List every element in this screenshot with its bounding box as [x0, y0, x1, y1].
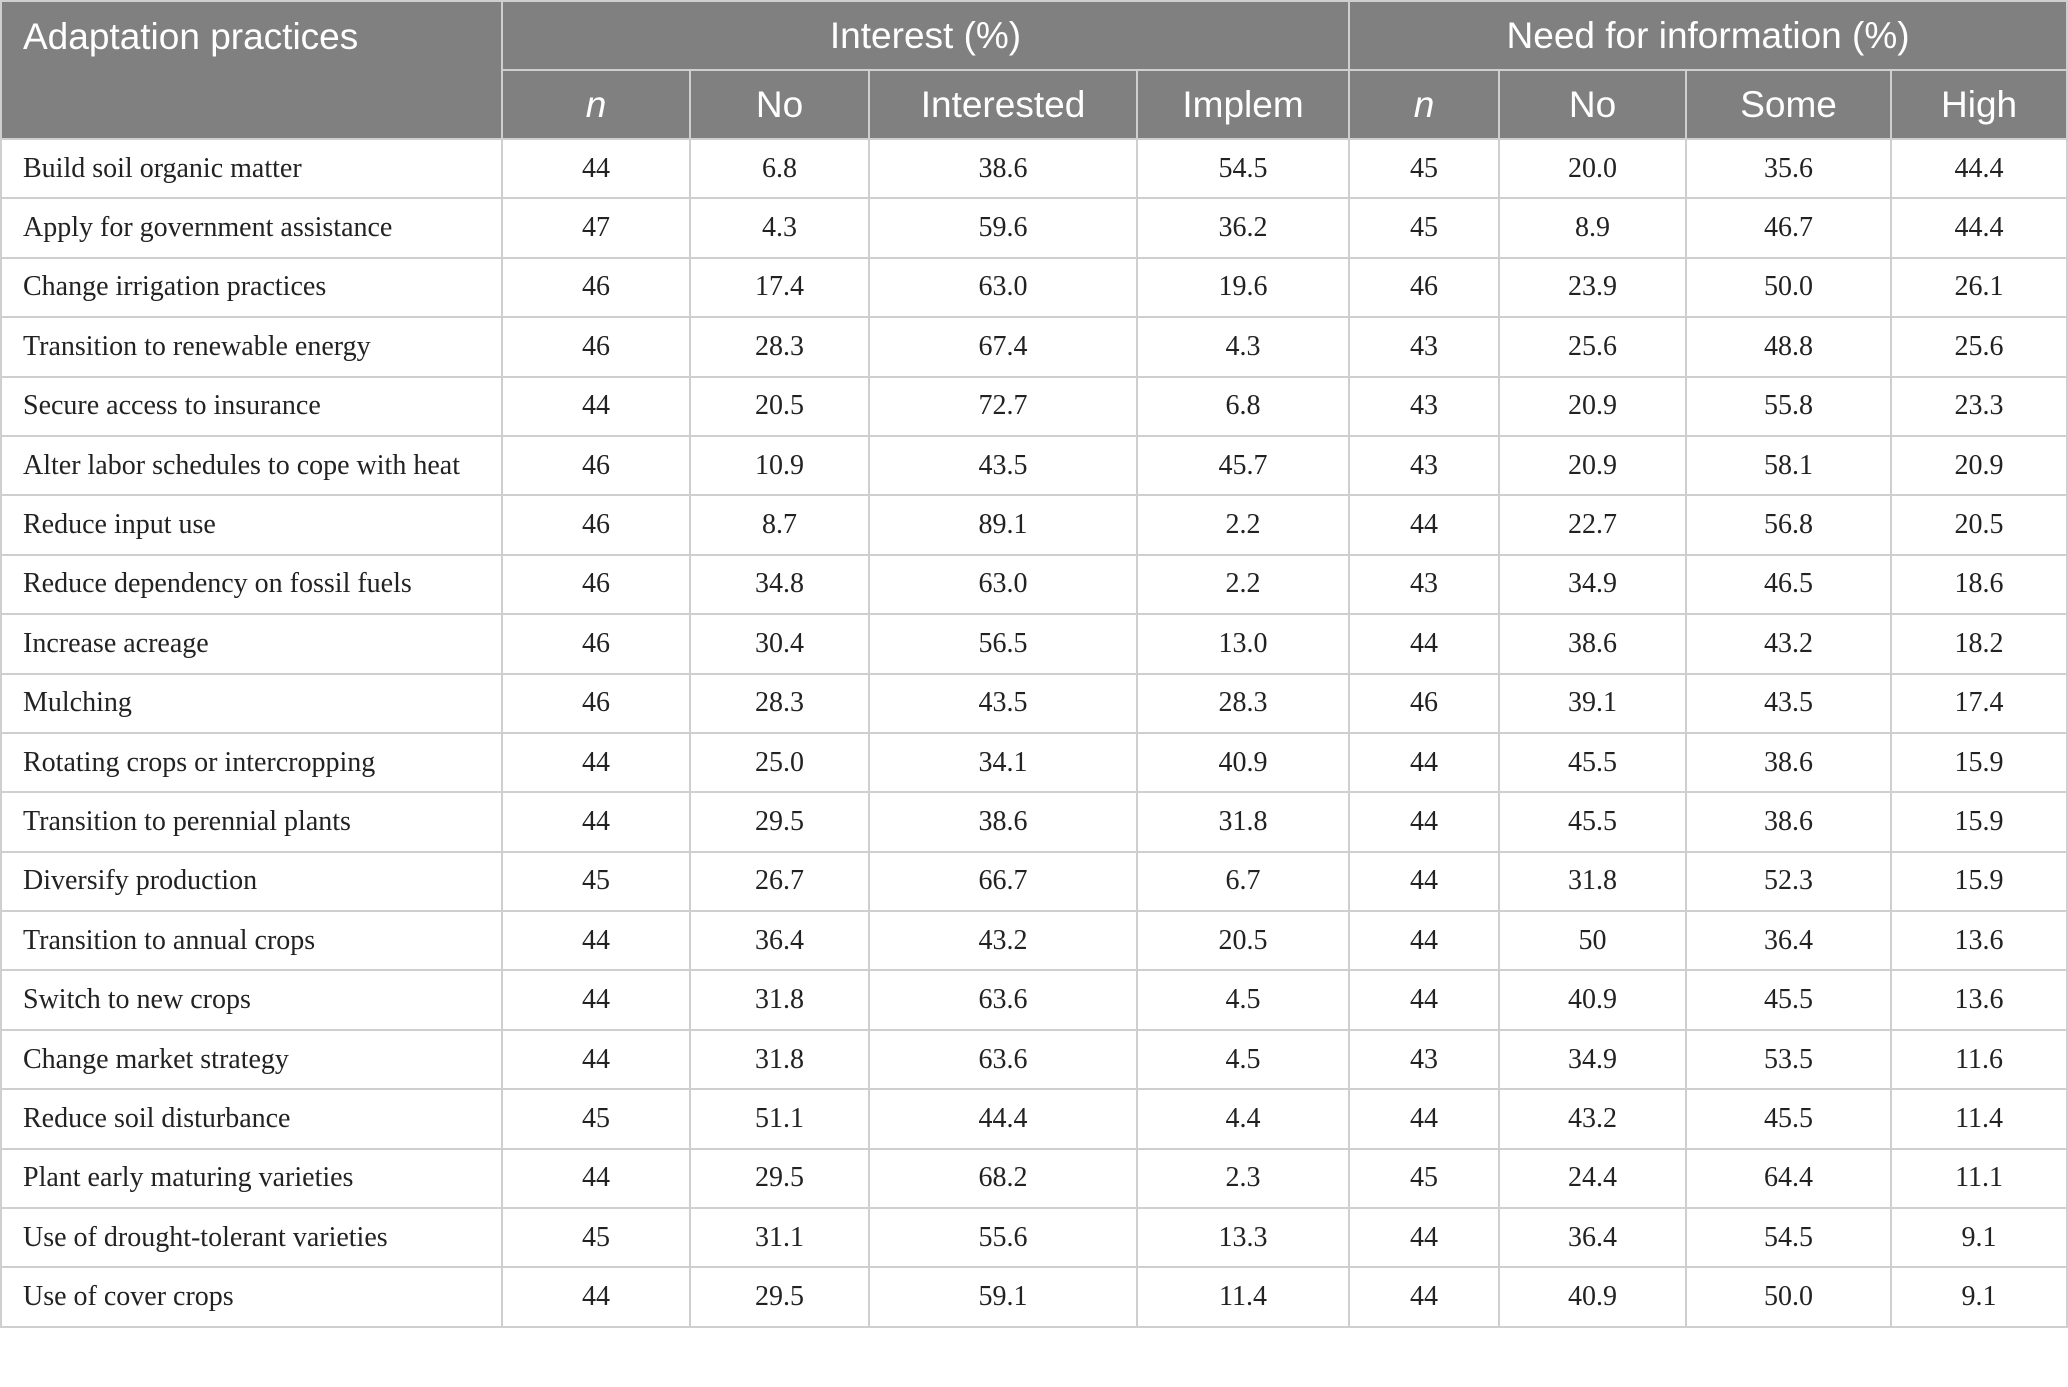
table-row — [1, 555, 2067, 614]
need-high-cell: 15.9 — [1891, 852, 2067, 911]
need-some-cell: 36.4 — [1686, 911, 1891, 970]
need-no-cell: 40.9 — [1499, 970, 1686, 1029]
interest-implem-cell: 2.3 — [1137, 1149, 1349, 1208]
need-some-cell: 58.1 — [1686, 436, 1891, 495]
interest-group-header: Interest (%) — [502, 1, 1349, 70]
practice-cell: Reduce input use — [1, 495, 502, 554]
table-row — [1, 733, 2067, 792]
need-some-cell: 46.7 — [1686, 198, 1891, 257]
interest-no-cell: 51.1 — [690, 1089, 869, 1148]
need-n-cell: 45 — [1349, 139, 1499, 198]
interest-implem-cell: 4.3 — [1137, 317, 1349, 376]
need-no-cell: 23.9 — [1499, 258, 1686, 317]
interest-no-cell: 28.3 — [690, 674, 869, 733]
interest-implem-cell: 19.6 — [1137, 258, 1349, 317]
interest-n-cell: 44 — [502, 1149, 690, 1208]
need-no-cell: 45.5 — [1499, 733, 1686, 792]
practice-cell: Reduce soil disturbance — [1, 1089, 502, 1148]
need-high-cell: 44.4 — [1891, 139, 2067, 198]
interest-n-cell: 46 — [502, 674, 690, 733]
need-high-cell: 11.4 — [1891, 1089, 2067, 1148]
table-row — [1, 674, 2067, 733]
need-some-cell: 53.5 — [1686, 1030, 1891, 1089]
interest-no-cell: 8.7 — [690, 495, 869, 554]
interest-implem-cell: 54.5 — [1137, 139, 1349, 198]
need-high-cell: 44.4 — [1891, 198, 2067, 257]
table-row — [1, 1089, 2067, 1148]
need-some-cell: 64.4 — [1686, 1149, 1891, 1208]
table-row — [1, 1208, 2067, 1267]
need-n-cell: 44 — [1349, 852, 1499, 911]
interest-implem-cell: 13.0 — [1137, 614, 1349, 673]
need-n-cell: 44 — [1349, 970, 1499, 1029]
need-high-cell: 11.1 — [1891, 1149, 2067, 1208]
interest-interested-header: Interested — [869, 70, 1137, 139]
interest-n-cell: 44 — [502, 970, 690, 1029]
need-no-cell: 45.5 — [1499, 792, 1686, 851]
need-no-cell: 20.0 — [1499, 139, 1686, 198]
need-no-cell: 34.9 — [1499, 1030, 1686, 1089]
interest-no-cell: 28.3 — [690, 317, 869, 376]
interest-no-cell: 34.8 — [690, 555, 869, 614]
need-no-cell: 25.6 — [1499, 317, 1686, 376]
need-high-cell: 20.9 — [1891, 436, 2067, 495]
table-header — [1, 1, 2067, 139]
interest-no-header: No — [690, 70, 869, 139]
practice-cell: Use of cover crops — [1, 1267, 502, 1326]
interest-interested-cell: 89.1 — [869, 495, 1137, 554]
interest-interested-cell: 43.5 — [869, 674, 1137, 733]
need-some-cell: 54.5 — [1686, 1208, 1891, 1267]
need-some-cell: 45.5 — [1686, 1089, 1891, 1148]
interest-implem-cell: 31.8 — [1137, 792, 1349, 851]
interest-implem-cell: 2.2 — [1137, 495, 1349, 554]
table-body — [1, 139, 2067, 1327]
need-some-cell: 48.8 — [1686, 317, 1891, 376]
need-high-cell: 18.6 — [1891, 555, 2067, 614]
need-no-cell: 24.4 — [1499, 1149, 1686, 1208]
interest-implem-cell: 40.9 — [1137, 733, 1349, 792]
table-row — [1, 198, 2067, 257]
interest-implem-cell: 4.4 — [1137, 1089, 1349, 1148]
interest-interested-cell: 66.7 — [869, 852, 1137, 911]
table-row — [1, 317, 2067, 376]
need-some-cell: 46.5 — [1686, 555, 1891, 614]
need-some-cell: 38.6 — [1686, 733, 1891, 792]
need-no-cell: 20.9 — [1499, 377, 1686, 436]
need-n-cell: 44 — [1349, 1208, 1499, 1267]
interest-no-cell: 29.5 — [690, 1149, 869, 1208]
interest-no-cell: 31.8 — [690, 970, 869, 1029]
interest-no-cell: 29.5 — [690, 1267, 869, 1326]
practice-cell: Transition to perennial plants — [1, 792, 502, 851]
need-high-cell: 25.6 — [1891, 317, 2067, 376]
interest-n-cell: 44 — [502, 792, 690, 851]
practice-cell: Rotating crops or intercropping — [1, 733, 502, 792]
table-row — [1, 852, 2067, 911]
need-no-cell: 20.9 — [1499, 436, 1686, 495]
need-n-cell: 44 — [1349, 733, 1499, 792]
table-row — [1, 1030, 2067, 1089]
need-n-cell: 44 — [1349, 1089, 1499, 1148]
interest-implem-cell: 6.8 — [1137, 377, 1349, 436]
interest-n-cell: 46 — [502, 495, 690, 554]
interest-no-cell: 29.5 — [690, 792, 869, 851]
need-n-cell: 46 — [1349, 258, 1499, 317]
interest-interested-cell: 63.6 — [869, 1030, 1137, 1089]
need-high-cell: 15.9 — [1891, 733, 2067, 792]
practice-cell: Secure access to insurance — [1, 377, 502, 436]
need-no-header: No — [1499, 70, 1686, 139]
interest-n-cell: 47 — [502, 198, 690, 257]
interest-implem-header: Implem — [1137, 70, 1349, 139]
interest-no-cell: 31.8 — [690, 1030, 869, 1089]
interest-no-cell: 4.3 — [690, 198, 869, 257]
practice-cell: Change irrigation practices — [1, 258, 502, 317]
interest-interested-cell: 59.1 — [869, 1267, 1137, 1326]
interest-n-cell: 44 — [502, 1030, 690, 1089]
interest-implem-cell: 20.5 — [1137, 911, 1349, 970]
interest-no-cell: 31.1 — [690, 1208, 869, 1267]
need-no-cell: 36.4 — [1499, 1208, 1686, 1267]
need-some-cell: 43.2 — [1686, 614, 1891, 673]
practices-column-header: Adaptation practices — [1, 1, 502, 139]
practice-cell: Transition to renewable energy — [1, 317, 502, 376]
need-high-cell: 17.4 — [1891, 674, 2067, 733]
need-n-cell: 46 — [1349, 674, 1499, 733]
need-n-cell: 44 — [1349, 792, 1499, 851]
interest-no-cell: 36.4 — [690, 911, 869, 970]
interest-implem-cell: 4.5 — [1137, 970, 1349, 1029]
need-some-cell: 43.5 — [1686, 674, 1891, 733]
need-group-header: Need for information (%) — [1349, 1, 2067, 70]
need-n-cell: 43 — [1349, 317, 1499, 376]
need-n-cell: 43 — [1349, 377, 1499, 436]
table-row — [1, 911, 2067, 970]
interest-no-cell: 6.8 — [690, 139, 869, 198]
interest-interested-cell: 63.6 — [869, 970, 1137, 1029]
interest-implem-cell: 6.7 — [1137, 852, 1349, 911]
interest-interested-cell: 63.0 — [869, 555, 1137, 614]
interest-interested-cell: 67.4 — [869, 317, 1137, 376]
practice-cell: Alter labor schedules to cope with heat — [1, 436, 502, 495]
interest-interested-cell: 56.5 — [869, 614, 1137, 673]
need-high-cell: 15.9 — [1891, 792, 2067, 851]
interest-n-cell: 46 — [502, 317, 690, 376]
need-no-cell: 22.7 — [1499, 495, 1686, 554]
interest-interested-cell: 44.4 — [869, 1089, 1137, 1148]
interest-implem-cell: 45.7 — [1137, 436, 1349, 495]
need-high-cell: 23.3 — [1891, 377, 2067, 436]
interest-n-cell: 45 — [502, 1089, 690, 1148]
need-n-cell: 45 — [1349, 1149, 1499, 1208]
interest-no-cell: 10.9 — [690, 436, 869, 495]
need-some-header: Some — [1686, 70, 1891, 139]
practice-cell: Transition to annual crops — [1, 911, 502, 970]
table-row — [1, 495, 2067, 554]
interest-n-cell: 46 — [502, 555, 690, 614]
interest-no-cell: 17.4 — [690, 258, 869, 317]
need-some-cell: 45.5 — [1686, 970, 1891, 1029]
need-no-cell: 50 — [1499, 911, 1686, 970]
need-some-cell: 50.0 — [1686, 1267, 1891, 1326]
interest-n-cell: 46 — [502, 614, 690, 673]
need-high-cell: 11.6 — [1891, 1030, 2067, 1089]
need-n-cell: 43 — [1349, 555, 1499, 614]
interest-interested-cell: 72.7 — [869, 377, 1137, 436]
need-n-header: n — [1349, 70, 1499, 139]
table-row — [1, 258, 2067, 317]
interest-n-cell: 44 — [502, 911, 690, 970]
interest-interested-cell: 34.1 — [869, 733, 1137, 792]
interest-n-cell: 44 — [502, 1267, 690, 1326]
interest-n-header: n — [502, 70, 690, 139]
interest-n-cell: 45 — [502, 852, 690, 911]
interest-no-cell: 30.4 — [690, 614, 869, 673]
need-high-cell: 20.5 — [1891, 495, 2067, 554]
practice-cell: Switch to new crops — [1, 970, 502, 1029]
need-no-cell: 43.2 — [1499, 1089, 1686, 1148]
interest-interested-cell: 68.2 — [869, 1149, 1137, 1208]
interest-interested-cell: 59.6 — [869, 198, 1137, 257]
need-n-cell: 43 — [1349, 436, 1499, 495]
interest-implem-cell: 13.3 — [1137, 1208, 1349, 1267]
interest-interested-cell: 63.0 — [869, 258, 1137, 317]
table-row — [1, 1267, 2067, 1326]
need-n-cell: 44 — [1349, 495, 1499, 554]
interest-interested-cell: 43.5 — [869, 436, 1137, 495]
practice-cell: Reduce dependency on fossil fuels — [1, 555, 502, 614]
need-high-header: High — [1891, 70, 2067, 139]
need-high-cell: 9.1 — [1891, 1208, 2067, 1267]
need-no-cell: 38.6 — [1499, 614, 1686, 673]
need-high-cell: 13.6 — [1891, 911, 2067, 970]
interest-no-cell: 26.7 — [690, 852, 869, 911]
need-some-cell: 56.8 — [1686, 495, 1891, 554]
table-row — [1, 139, 2067, 198]
interest-n-cell: 45 — [502, 1208, 690, 1267]
table-row — [1, 1149, 2067, 1208]
need-no-cell: 39.1 — [1499, 674, 1686, 733]
interest-interested-cell: 55.6 — [869, 1208, 1137, 1267]
need-n-cell: 44 — [1349, 911, 1499, 970]
need-high-cell: 13.6 — [1891, 970, 2067, 1029]
need-some-cell: 35.6 — [1686, 139, 1891, 198]
need-no-cell: 8.9 — [1499, 198, 1686, 257]
table-row — [1, 792, 2067, 851]
need-n-cell: 44 — [1349, 1267, 1499, 1326]
interest-no-cell: 20.5 — [690, 377, 869, 436]
interest-n-cell: 44 — [502, 377, 690, 436]
need-some-cell: 50.0 — [1686, 258, 1891, 317]
need-no-cell: 34.9 — [1499, 555, 1686, 614]
need-no-cell: 40.9 — [1499, 1267, 1686, 1326]
interest-interested-cell: 38.6 — [869, 139, 1137, 198]
practice-cell: Build soil organic matter — [1, 139, 502, 198]
interest-interested-cell: 43.2 — [869, 911, 1137, 970]
interest-implem-cell: 11.4 — [1137, 1267, 1349, 1326]
interest-implem-cell: 28.3 — [1137, 674, 1349, 733]
interest-n-cell: 46 — [502, 436, 690, 495]
need-no-cell: 31.8 — [1499, 852, 1686, 911]
practice-cell: Plant early maturing varieties — [1, 1149, 502, 1208]
need-n-cell: 44 — [1349, 614, 1499, 673]
need-n-cell: 43 — [1349, 1030, 1499, 1089]
practice-cell: Diversify production — [1, 852, 502, 911]
table-row — [1, 436, 2067, 495]
interest-implem-cell: 36.2 — [1137, 198, 1349, 257]
interest-interested-cell: 38.6 — [869, 792, 1137, 851]
interest-n-cell: 44 — [502, 733, 690, 792]
need-some-cell: 55.8 — [1686, 377, 1891, 436]
practice-cell: Mulching — [1, 674, 502, 733]
interest-no-cell: 25.0 — [690, 733, 869, 792]
need-high-cell: 18.2 — [1891, 614, 2067, 673]
need-some-cell: 38.6 — [1686, 792, 1891, 851]
practice-cell: Increase acreage — [1, 614, 502, 673]
interest-n-cell: 46 — [502, 258, 690, 317]
interest-n-cell: 44 — [502, 139, 690, 198]
need-some-cell: 52.3 — [1686, 852, 1891, 911]
practice-cell: Change market strategy — [1, 1030, 502, 1089]
need-n-cell: 45 — [1349, 198, 1499, 257]
practice-cell: Use of drought-tolerant varieties — [1, 1208, 502, 1267]
table-row — [1, 970, 2067, 1029]
practice-cell: Apply for government assistance — [1, 198, 502, 257]
table-row — [1, 377, 2067, 436]
interest-implem-cell: 4.5 — [1137, 1030, 1349, 1089]
need-high-cell: 9.1 — [1891, 1267, 2067, 1326]
interest-implem-cell: 2.2 — [1137, 555, 1349, 614]
need-high-cell: 26.1 — [1891, 258, 2067, 317]
table-row — [1, 614, 2067, 673]
